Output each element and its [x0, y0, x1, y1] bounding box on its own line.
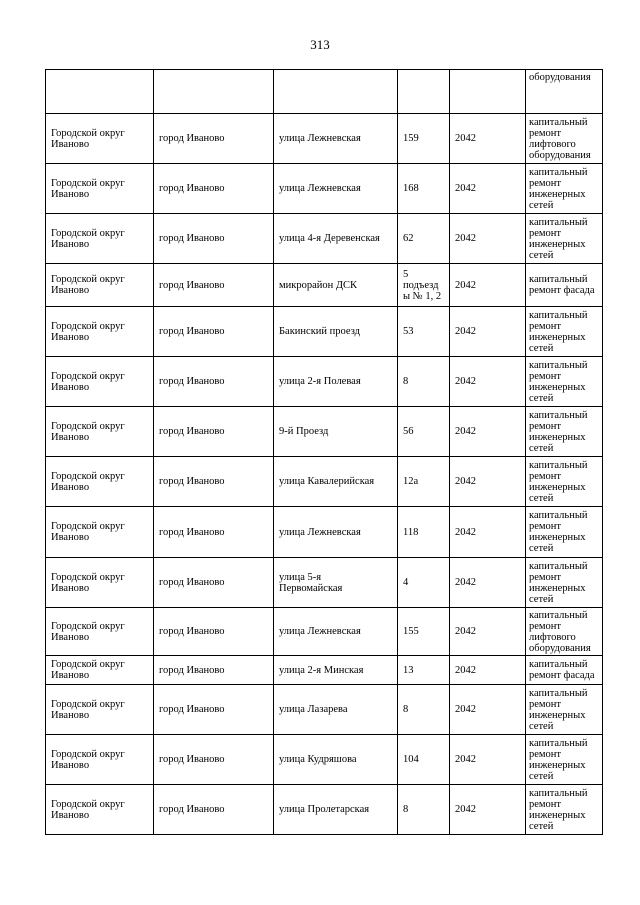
cell-year: 2042 [450, 457, 526, 507]
cell-house: 155 [398, 608, 450, 656]
cell-settlement: город Иваново [154, 735, 274, 785]
cell-municipality: Городской округ Иваново [46, 656, 154, 685]
cell-year: 2042 [450, 357, 526, 407]
table-row [46, 214, 603, 264]
cell-year: 2042 [450, 164, 526, 214]
cell-house: 13 [398, 656, 450, 685]
cell-year: 2042 [450, 608, 526, 656]
cell-work-type: капитальный ремонт инженерных сетей [526, 357, 603, 407]
cell-year: 2042 [450, 407, 526, 457]
table-row [46, 656, 603, 685]
cell-work-type: капитальный ремонт инженерных сетей [526, 307, 603, 357]
cell-municipality: Городской округ Иваново [46, 214, 154, 264]
cell-year: 2042 [450, 558, 526, 608]
cell-settlement: город Иваново [154, 214, 274, 264]
table-row [46, 407, 603, 457]
table-row [46, 164, 603, 214]
cell-street: микрорайон ДСК [274, 264, 398, 307]
cell-street: улица 2-я Полевая [274, 357, 398, 407]
cell-municipality: Городской округ Иваново [46, 608, 154, 656]
cell-settlement [154, 70, 274, 114]
cell-year: 2042 [450, 656, 526, 685]
cell-street: Бакинский проезд [274, 307, 398, 357]
cell-street: 9-й Проезд [274, 407, 398, 457]
cell-settlement: город Иваново [154, 457, 274, 507]
cell-settlement: город Иваново [154, 558, 274, 608]
cell-settlement: город Иваново [154, 656, 274, 685]
table-row [46, 457, 603, 507]
table-row [46, 608, 603, 656]
table-row [46, 307, 603, 357]
cell-work-type: капитальный ремонт инженерных сетей [526, 457, 603, 507]
cell-year: 2042 [450, 507, 526, 558]
table-row [46, 785, 603, 835]
cell-municipality: Городской округ Иваново [46, 785, 154, 835]
cell-settlement: город Иваново [154, 307, 274, 357]
cell-work-type: капитальный ремонт инженерных сетей [526, 685, 603, 735]
cell-municipality: Городской округ Иваново [46, 685, 154, 735]
cell-year: 2042 [450, 114, 526, 164]
cell-municipality: Городской округ Иваново [46, 407, 154, 457]
cell-house: 8 [398, 685, 450, 735]
cell-year: 2042 [450, 735, 526, 785]
cell-work-type: капитальный ремонт фасада [526, 656, 603, 685]
cell-street: улица Лежневская [274, 164, 398, 214]
cell-street: улица Лежневская [274, 608, 398, 656]
cell-settlement: город Иваново [154, 114, 274, 164]
table-row [46, 685, 603, 735]
cell-municipality: Городской округ Иваново [46, 307, 154, 357]
cell-year: 2042 [450, 785, 526, 835]
cell-work-type: оборудования [526, 70, 603, 114]
cell-street: улица 5-я Первомайская [274, 558, 398, 608]
cell-house: 56 [398, 407, 450, 457]
cell-house: 62 [398, 214, 450, 264]
cell-municipality: Городской округ Иваново [46, 507, 154, 558]
cell-street: улица Пролетарская [274, 785, 398, 835]
cell-municipality: Городской округ Иваново [46, 357, 154, 407]
cell-street: улица Лежневская [274, 507, 398, 558]
cell-settlement: город Иваново [154, 164, 274, 214]
cell-settlement: город Иваново [154, 507, 274, 558]
cell-settlement: город Иваново [154, 407, 274, 457]
repair-schedule-table [45, 69, 603, 835]
cell-year: 2042 [450, 214, 526, 264]
cell-settlement: город Иваново [154, 608, 274, 656]
table-row [46, 114, 603, 164]
cell-settlement: город Иваново [154, 264, 274, 307]
cell-work-type: капитальный ремонт инженерных сетей [526, 785, 603, 835]
table-row [46, 357, 603, 407]
cell-year: 2042 [450, 264, 526, 307]
cell-street [274, 70, 398, 114]
cell-municipality: Городской округ Иваново [46, 114, 154, 164]
cell-street: улица 2-я Минская [274, 656, 398, 685]
cell-work-type: капитальный ремонт инженерных сетей [526, 407, 603, 457]
cell-house: 104 [398, 735, 450, 785]
cell-work-type: капитальный ремонт инженерных сетей [526, 558, 603, 608]
cell-municipality: Городской округ Иваново [46, 457, 154, 507]
cell-work-type: капитальный ремонт лифтового оборудования [526, 608, 603, 656]
cell-work-type: капитальный ремонт инженерных сетей [526, 507, 603, 558]
cell-house: 8 [398, 785, 450, 835]
cell-house: 5 подъезд ы № 1, 2 [398, 264, 450, 307]
cell-house [398, 70, 450, 114]
cell-work-type: капитальный ремонт инженерных сетей [526, 735, 603, 785]
cell-settlement: город Иваново [154, 685, 274, 735]
cell-settlement: город Иваново [154, 785, 274, 835]
cell-year: 2042 [450, 685, 526, 735]
cell-year [450, 70, 526, 114]
cell-house: 168 [398, 164, 450, 214]
cell-municipality: Городской округ Иваново [46, 735, 154, 785]
cell-house: 8 [398, 357, 450, 407]
cell-house: 4 [398, 558, 450, 608]
table-row [46, 507, 603, 558]
cell-municipality [46, 70, 154, 114]
cell-settlement: город Иваново [154, 357, 274, 407]
cell-work-type: капитальный ремонт лифтового оборудования [526, 114, 603, 164]
cell-street: улица Кудряшова [274, 735, 398, 785]
cell-house: 12а [398, 457, 450, 507]
cell-municipality: Городской округ Иваново [46, 558, 154, 608]
cell-year: 2042 [450, 307, 526, 357]
cell-street: улица Лежневская [274, 114, 398, 164]
cell-work-type: капитальный ремонт инженерных сетей [526, 164, 603, 214]
cell-work-type: капитальный ремонт инженерных сетей [526, 214, 603, 264]
cell-street: улица 4-я Деревенская [274, 214, 398, 264]
page-number: 313 [310, 37, 330, 52]
table-row-continuation [46, 70, 603, 114]
table-row [46, 264, 603, 307]
cell-work-type: капитальный ремонт фасада [526, 264, 603, 307]
cell-house: 159 [398, 114, 450, 164]
cell-house: 53 [398, 307, 450, 357]
cell-street: улица Лазарева [274, 685, 398, 735]
table-rows [46, 114, 603, 835]
cell-house: 118 [398, 507, 450, 558]
table-row [46, 735, 603, 785]
table-row [46, 558, 603, 608]
cell-street: улица Кавалерийская [274, 457, 398, 507]
cell-municipality: Городской округ Иваново [46, 264, 154, 307]
cell-municipality: Городской округ Иваново [46, 164, 154, 214]
